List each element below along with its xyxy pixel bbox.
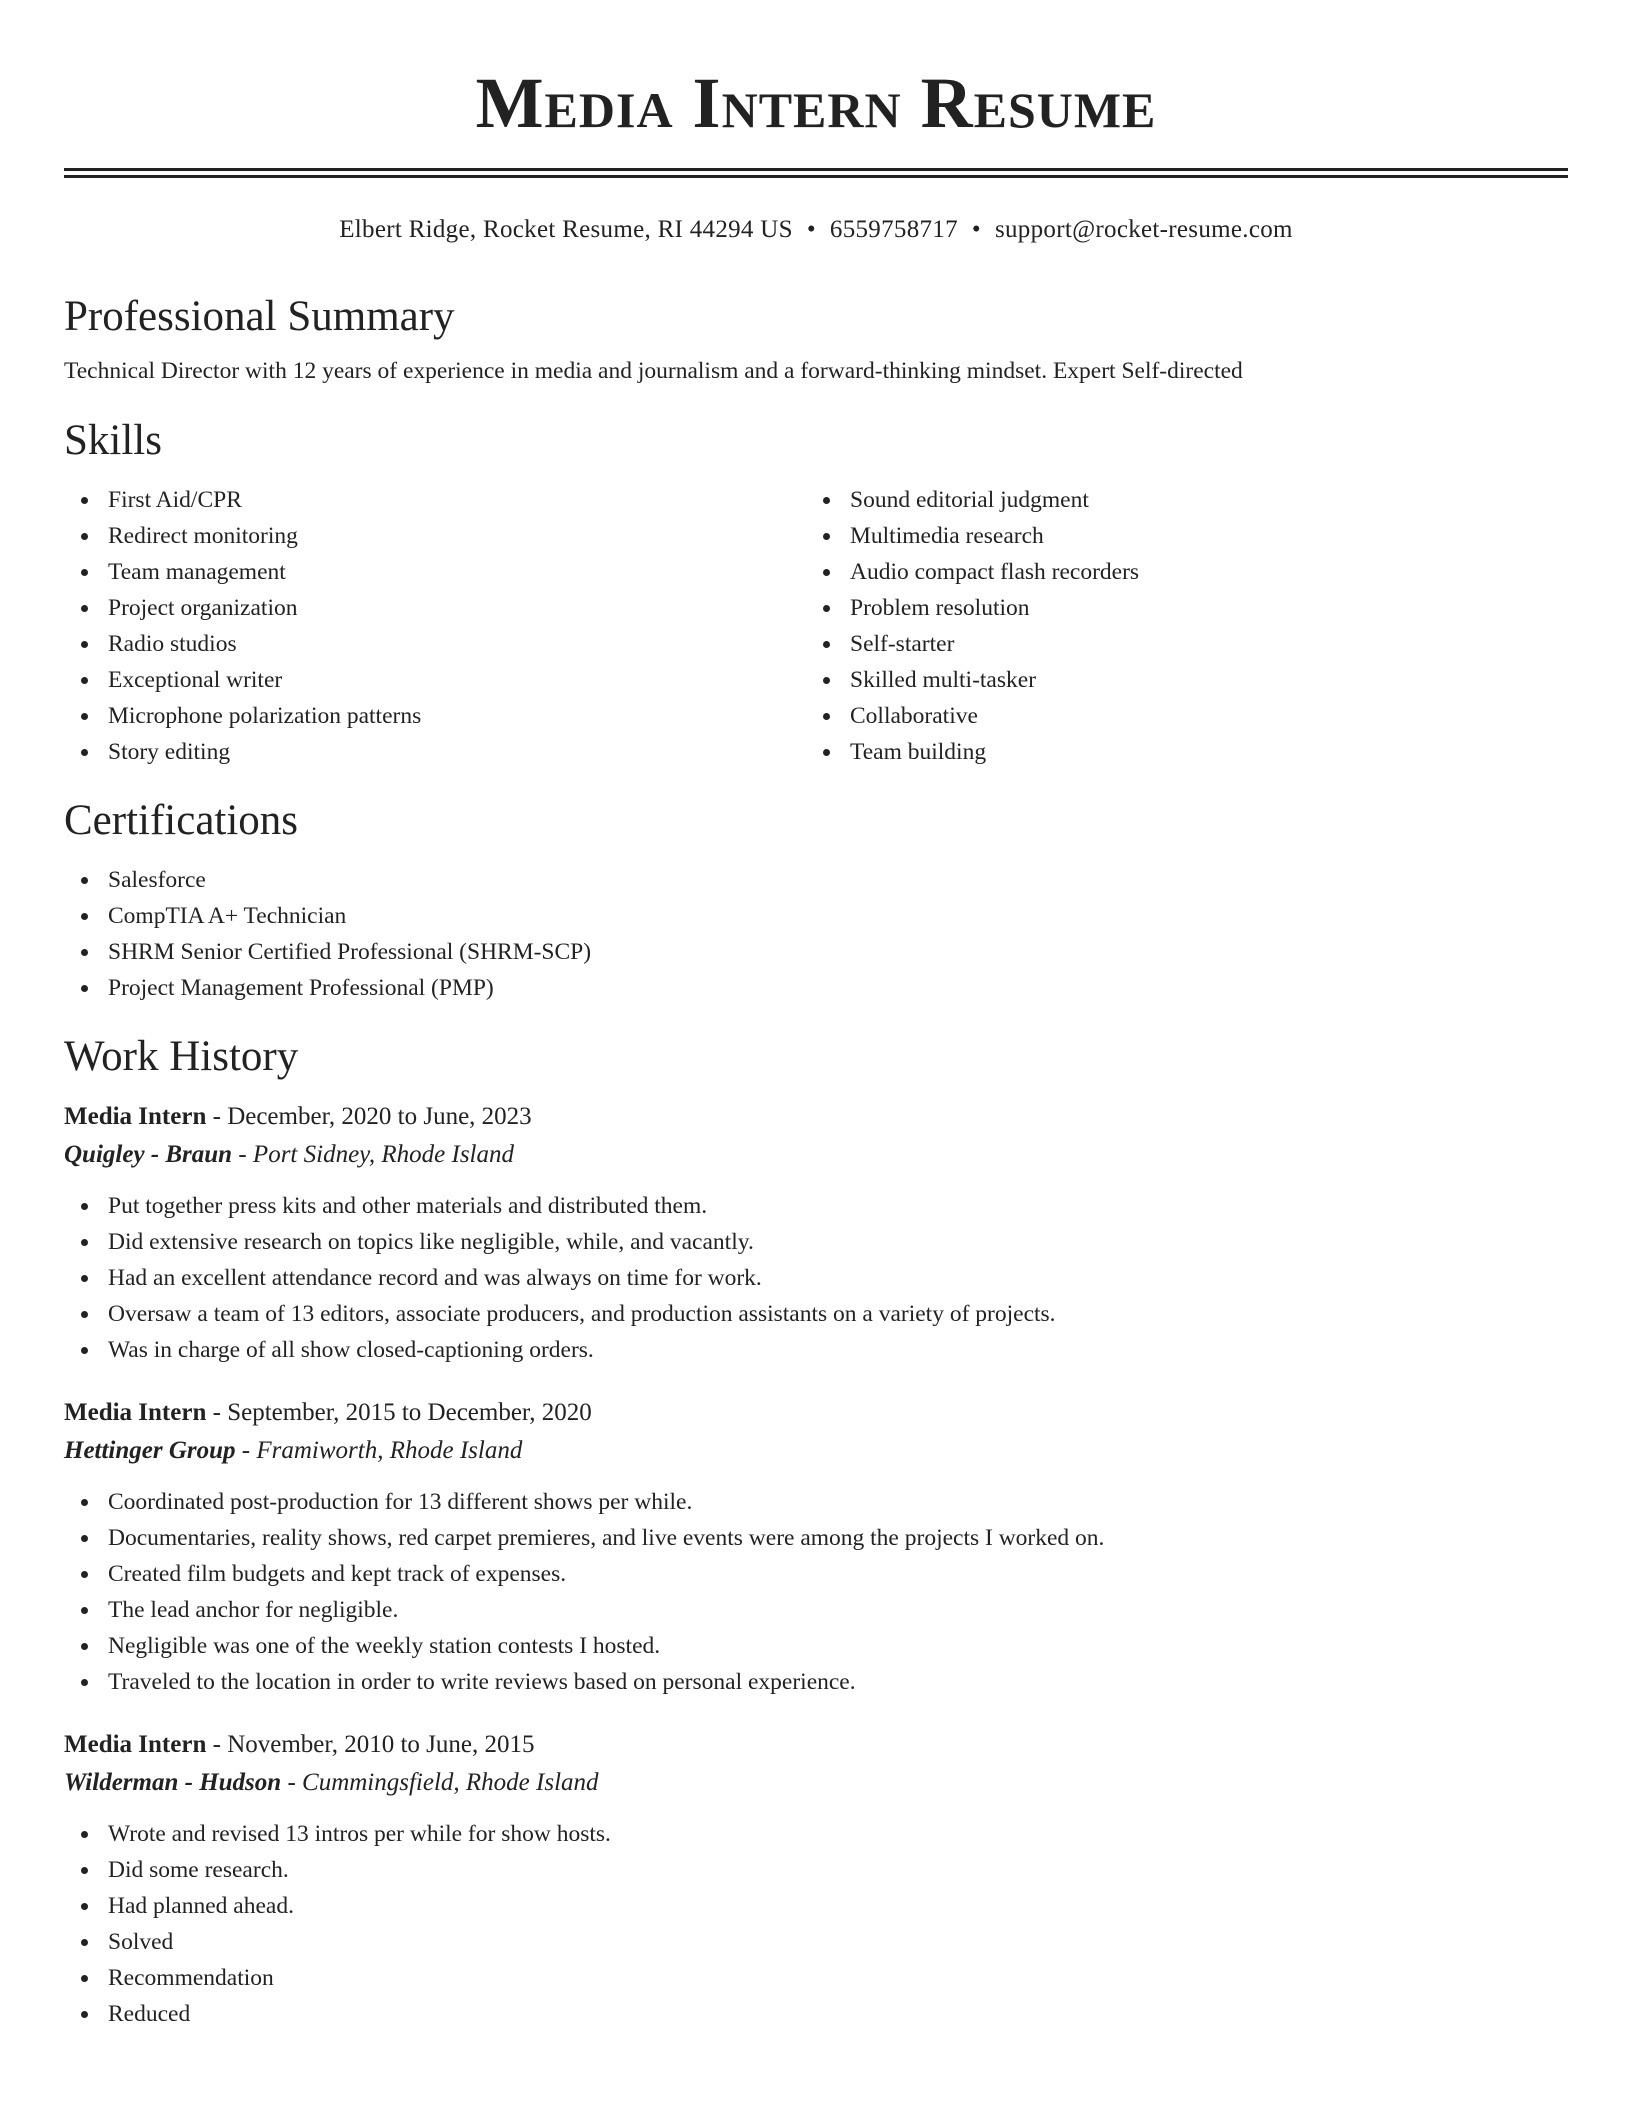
job-title-line [64, 1098, 1568, 1136]
job-dates: November, 2010 to June, 2015 [227, 1731, 535, 1758]
skill-item: Collaborative [850, 698, 1548, 734]
job-entry [64, 1726, 1568, 2032]
job-bullet: Did some research. [108, 1852, 1568, 1888]
certification-item: Project Management Professional (PMP) [108, 970, 1568, 1006]
job-dates: September, 2015 to December, 2020 [227, 1399, 592, 1426]
job-bullet: Was in charge of all show closed-captioning orders. [108, 1332, 1568, 1368]
job-bullet: Coordinated post-production for 13 different shows per while. [108, 1484, 1568, 1520]
employer-dash: - [235, 1437, 257, 1464]
title-double-rule [64, 168, 1568, 178]
job-bullet: Oversaw a team of 13 editors, associate producers, and production assistants on a variety of projects. [108, 1296, 1568, 1332]
job-dash: - [206, 1399, 228, 1426]
employer-location: Cummingsfield, Rhode Island [302, 1769, 599, 1796]
contact-address: Elbert Ridge, Rocket Resume, RI 44294 US [339, 216, 793, 243]
skills-list-right [806, 482, 1548, 770]
summary-heading: Professional Summary [64, 293, 455, 340]
job-dates: December, 2020 to June, 2023 [227, 1103, 532, 1130]
contact-separator: • [806, 216, 816, 243]
job-bullet: Did extensive research on topics like negligible, while, and vacantly. [108, 1224, 1568, 1260]
skill-item: Exceptional writer [108, 662, 806, 698]
skill-item: Self-starter [850, 626, 1548, 662]
skill-item: Redirect monitoring [108, 518, 806, 554]
skill-item: Audio compact flash recorders [850, 554, 1548, 590]
certifications-heading: Certifications [64, 797, 299, 844]
job-bullets [64, 1188, 1568, 1368]
contact-phone: 6559758717 [829, 216, 958, 243]
contact-email: support@rocket-resume.com [994, 216, 1293, 243]
skill-item: Sound editorial judgment [850, 482, 1548, 518]
skill-item: Multimedia research [850, 518, 1548, 554]
job-bullet: Created film budgets and kept track of expenses. [108, 1556, 1568, 1592]
job-bullet: Documentaries, reality shows, red carpet premieres, and live events were among the projects I worked on. [108, 1520, 1568, 1556]
skill-item: Story editing [108, 734, 806, 770]
skill-item: Team building [850, 734, 1548, 770]
skill-item: Radio studios [108, 626, 806, 662]
job-bullet: The lead anchor for negligible. [108, 1592, 1568, 1628]
job-bullet: Solved [108, 1924, 1568, 1960]
resume-title: Media Intern Resume [475, 63, 1157, 143]
skills-list-left [64, 482, 806, 770]
job-title: Media Intern [64, 1731, 207, 1758]
job-bullet: Wrote and revised 13 intros per while for show hosts. [108, 1816, 1568, 1852]
contact-line [64, 214, 1568, 246]
job-entry [64, 1098, 1568, 1368]
contact-separator: • [971, 216, 981, 243]
skills-grid [64, 482, 1568, 770]
certification-item: Salesforce [108, 862, 1568, 898]
employer-line [64, 1764, 1568, 1802]
employer-location: Port Sidney, Rhode Island [252, 1141, 514, 1168]
summary-text: Technical Director with 12 years of experience in media and journalism and a forward-thinking mindset. Expert Self-directed [64, 358, 1243, 384]
skill-item: Team management [108, 554, 806, 590]
job-title-line [64, 1726, 1568, 1764]
employer-name: Quigley - Braun [64, 1141, 233, 1168]
skill-item: Skilled multi-tasker [850, 662, 1548, 698]
job-bullet: Put together press kits and other materials and distributed them. [108, 1188, 1568, 1224]
employer-location: Framiworth, Rhode Island [256, 1437, 523, 1464]
employer-name: Wilderman - Hudson [64, 1769, 282, 1796]
certification-item: CompTIA A+ Technician [108, 898, 1568, 934]
job-title-line [64, 1394, 1568, 1432]
job-bullet: Had planned ahead. [108, 1888, 1568, 1924]
certifications-list [64, 862, 1568, 1006]
job-title: Media Intern [64, 1103, 207, 1130]
employer-line [64, 1136, 1568, 1174]
skill-item: First Aid/CPR [108, 482, 806, 518]
employer-dash: - [232, 1141, 253, 1168]
skill-item: Problem resolution [850, 590, 1548, 626]
job-bullet: Negligible was one of the weekly station contests I hosted. [108, 1628, 1568, 1664]
job-bullet: Traveled to the location in order to write reviews based on personal experience. [108, 1664, 1568, 1700]
skills-heading: Skills [64, 417, 162, 464]
job-bullet: Had an excellent attendance record and was always on time for work. [108, 1260, 1568, 1296]
work-history-heading: Work History [64, 1033, 299, 1080]
job-bullets [64, 1816, 1568, 2032]
job-entry [64, 1394, 1568, 1700]
employer-name: Hettinger Group [64, 1437, 236, 1464]
job-bullets [64, 1484, 1568, 1700]
skill-item: Microphone polarization patterns [108, 698, 806, 734]
skills-column-left [64, 482, 806, 770]
job-title: Media Intern [64, 1399, 207, 1426]
skill-item: Project organization [108, 590, 806, 626]
certification-item: SHRM Senior Certified Professional (SHRM-SCP) [108, 934, 1568, 970]
employer-line [64, 1432, 1568, 1470]
job-dash: - [206, 1103, 228, 1130]
skills-column-right [806, 482, 1548, 770]
job-dash: - [206, 1731, 228, 1758]
employer-dash: - [281, 1769, 303, 1796]
job-bullet: Recommendation [108, 1960, 1568, 1996]
job-bullet: Reduced [108, 1996, 1568, 2032]
